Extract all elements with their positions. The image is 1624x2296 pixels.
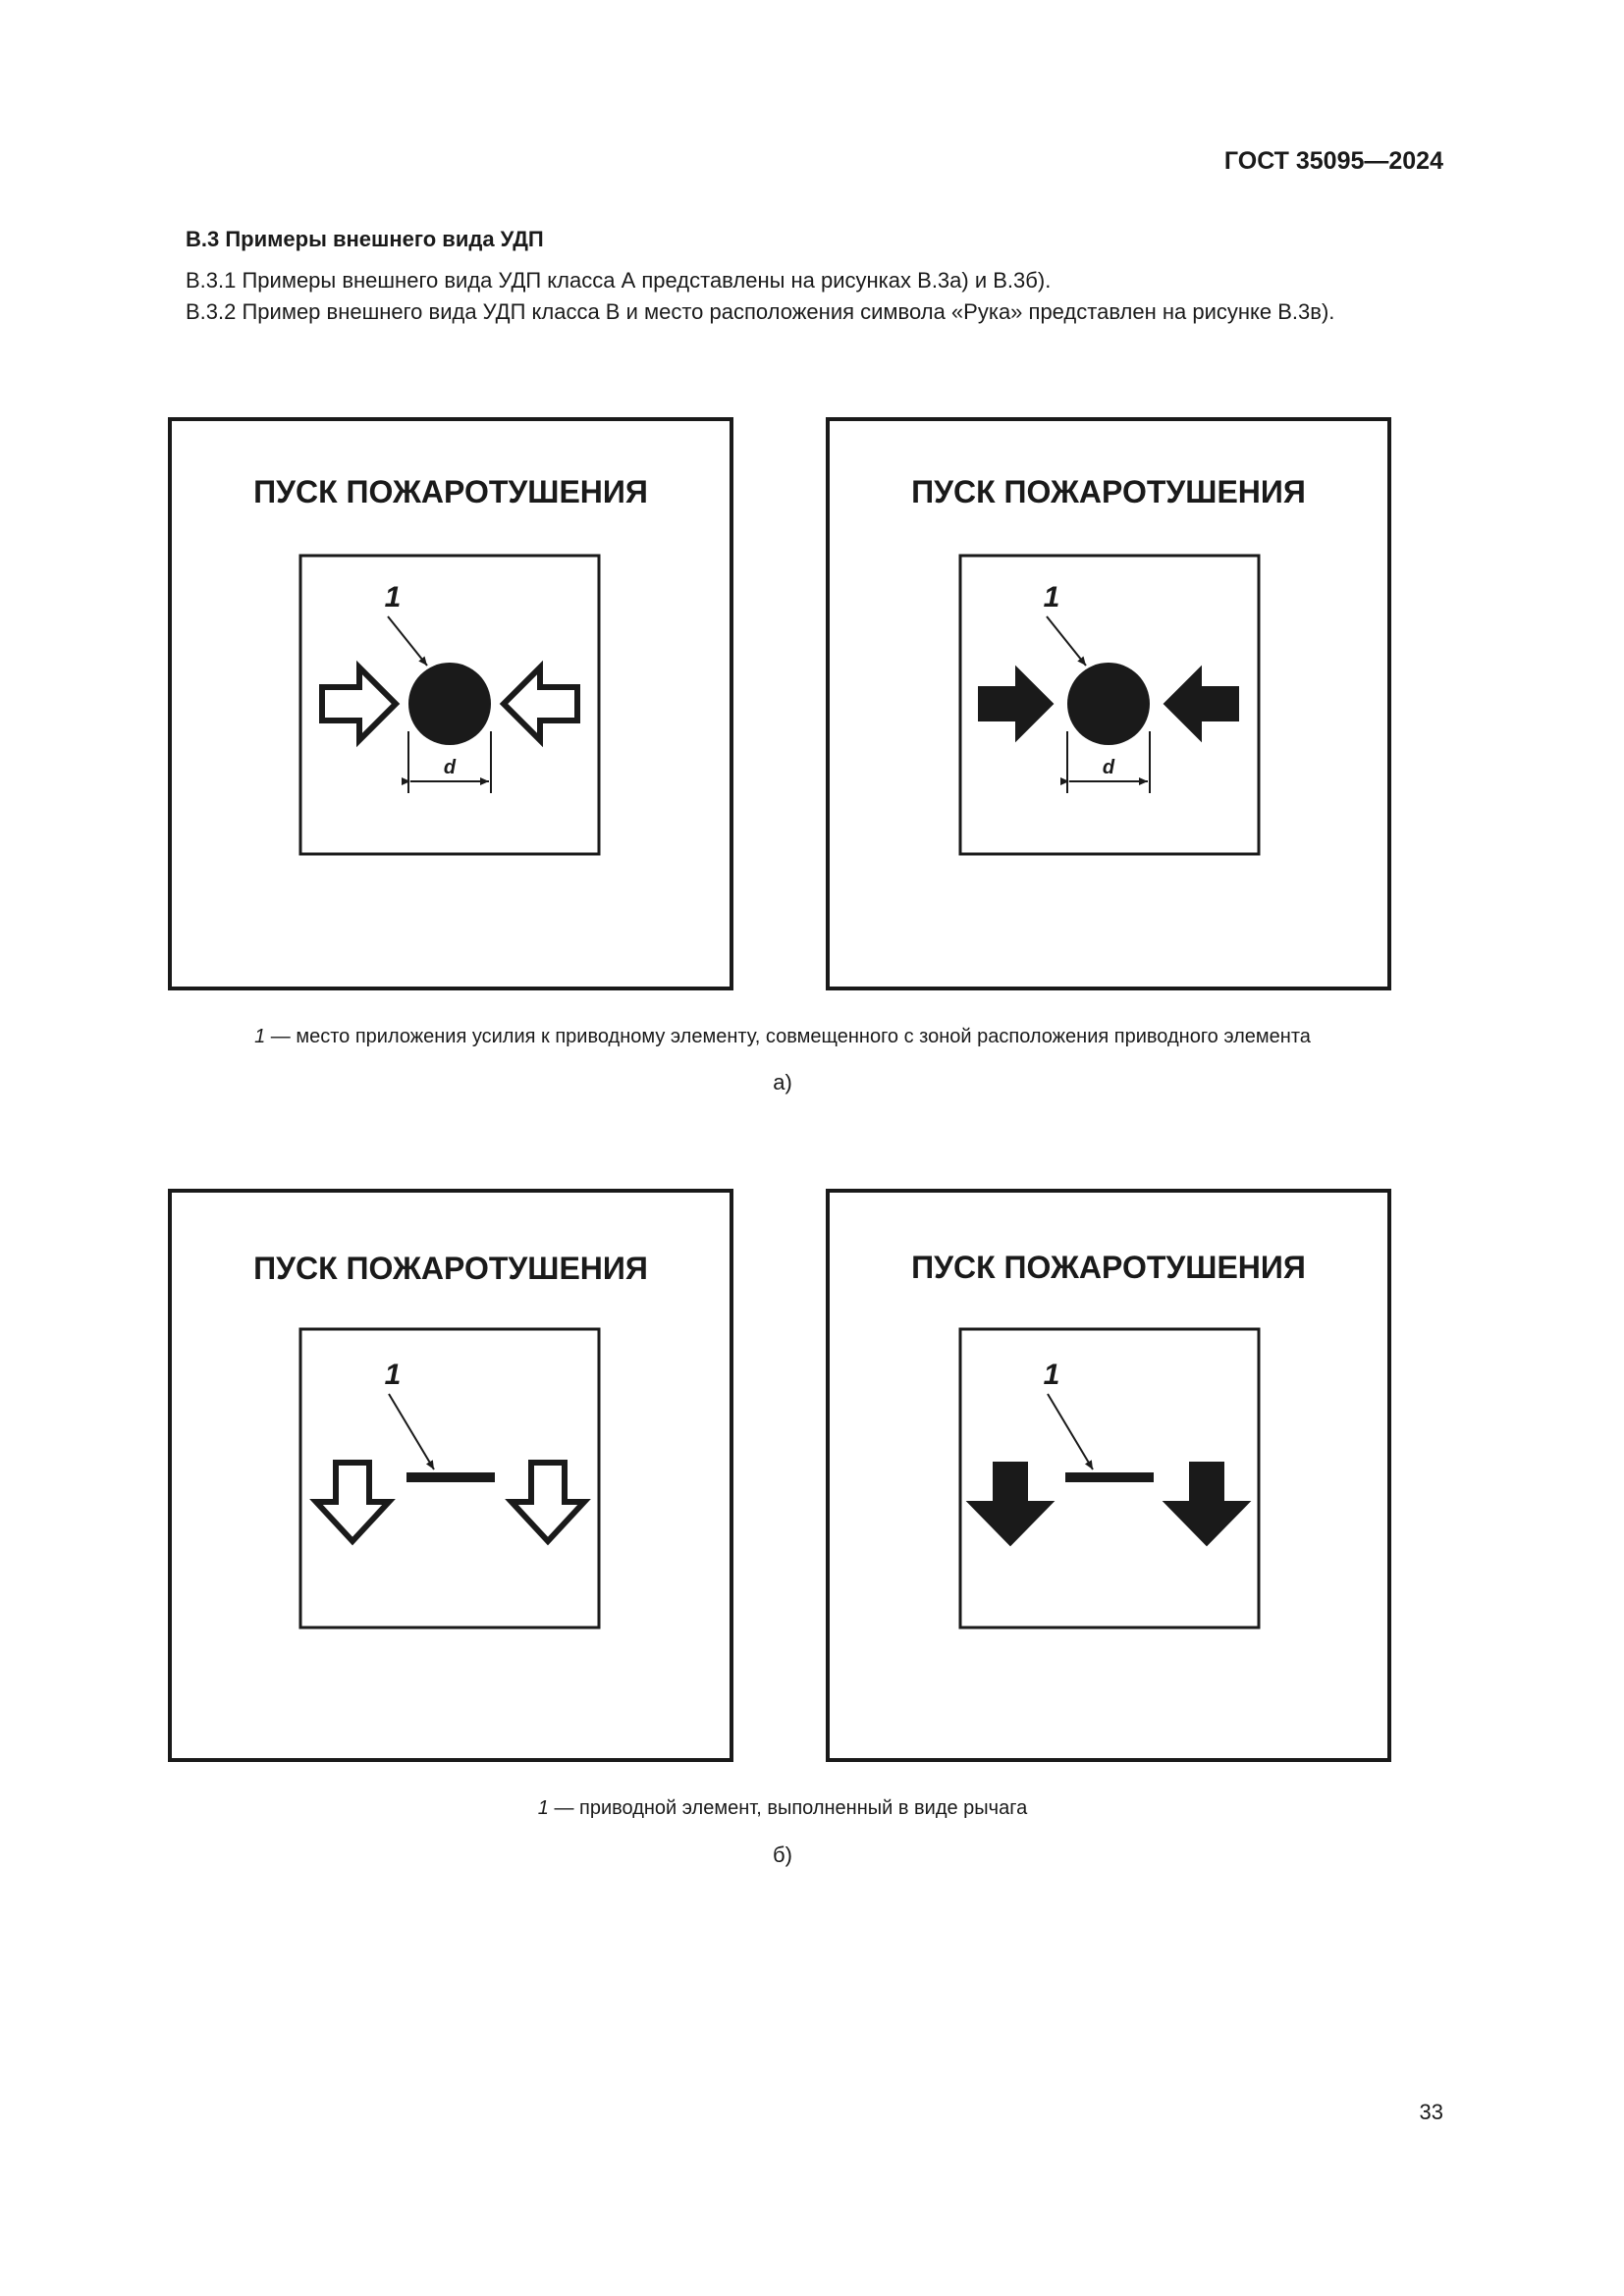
callout-number: 1 [384,581,402,614]
arrow-down-filled-icon [1164,1463,1249,1545]
page-number: 33 [1419,2100,1443,2124]
panel-a-filled [828,419,1389,988]
arrow-left-outline-icon [504,667,577,740]
panel-a-outline [170,419,731,988]
callout-number: 1 [1043,581,1060,614]
legend-number: 1 [537,1797,549,1819]
legend-number: 1 [254,1026,266,1047]
figure-a-label: а) [773,1070,792,1095]
lever-actuator [1065,1472,1154,1482]
panel-title: ПУСК ПОЖАРОТУШЕНИЯ [911,1250,1306,1285]
callout-number: 1 [384,1359,402,1391]
paragraph-b31: В.3.1 Примеры внешнего вида УДП класса А представлены на рисунках В.3а) и В.3б). [186,268,1052,293]
figure-b-label: б) [773,1842,792,1867]
paragraph-b32: В.3.2 Пример внешнего вида УДП класса В и место расположения символа «Рука» представлен на рисунке В.3в). [186,299,1335,324]
standard-number: ГОСТ 35095—2024 [1223,147,1443,175]
arrow-right-outline-icon [322,667,396,740]
callout-number: 1 [1043,1359,1060,1391]
actuator-circle [1067,663,1150,745]
dimension-label: d [1102,757,1115,778]
arrow-left-filled-icon [1164,667,1238,740]
lever-actuator [406,1472,495,1482]
arrow-down-outline-icon [512,1463,584,1541]
figure-b-legend [0,1797,1565,1820]
panel-title: ПУСК ПОЖАРОТУШЕНИЯ [253,1251,648,1286]
legend-text: — место приложения усилия к приводному элементу, совмещенного с зоной расположения приводного элемента [265,1026,1311,1047]
panel-title: ПУСК ПОЖАРОТУШЕНИЯ [911,474,1306,509]
arrow-down-outline-icon [316,1463,389,1541]
dimension-label: d [443,757,457,778]
panel-title: ПУСК ПОЖАРОТУШЕНИЯ [253,474,648,509]
figure-a-legend [0,1026,1565,1048]
arrow-right-filled-icon [979,667,1053,740]
panel-b-filled [828,1191,1389,1760]
legend-text: — приводной элемент, выполненный в виде рычага [548,1797,1028,1819]
panel-b-outline [170,1191,731,1760]
actuator-circle [408,663,491,745]
arrow-down-filled-icon [968,1463,1053,1545]
section-heading: В.3 Примеры внешнего вида УДП [186,227,544,251]
